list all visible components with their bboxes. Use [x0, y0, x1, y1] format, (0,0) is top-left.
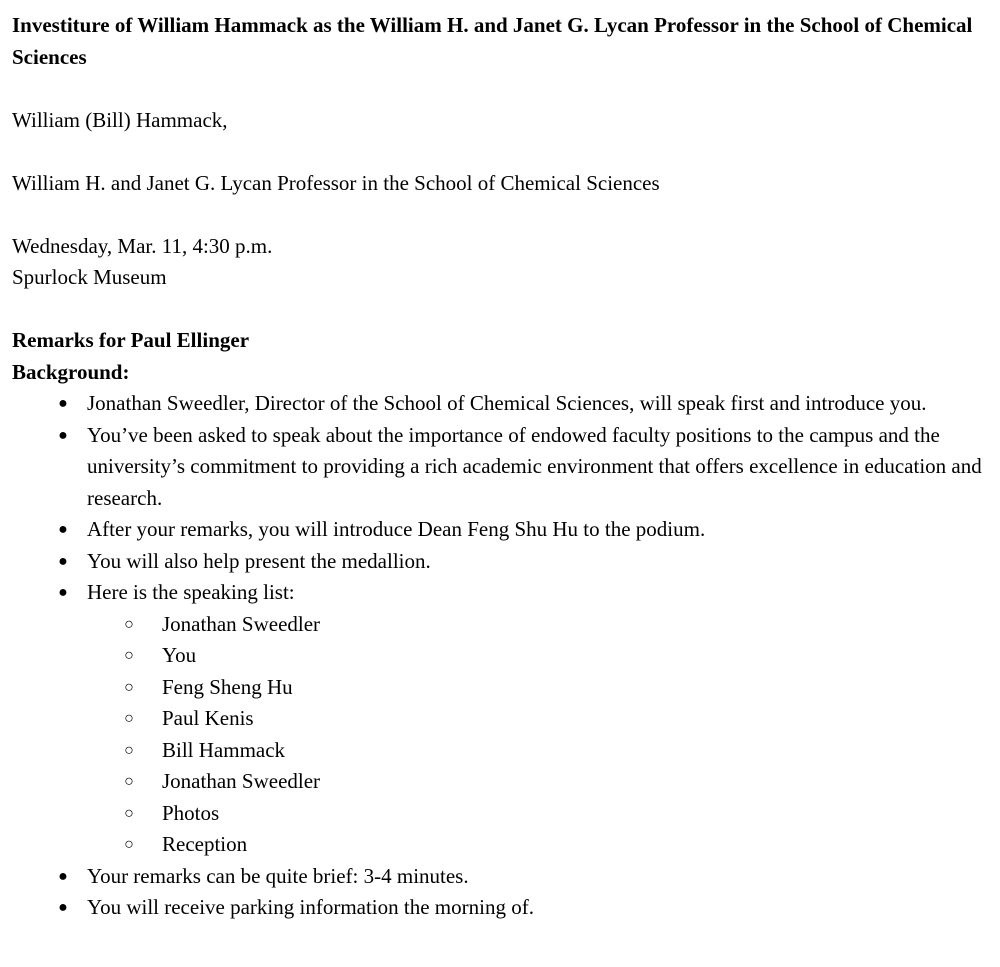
circle-bullet-icon: ○ [124, 678, 134, 696]
list-item [12, 892, 992, 924]
list-item-text: Jonathan Sweedler, Director of the School of Chemical Sciences, will speak first and introduce you. [87, 391, 927, 415]
speaker-name: Paul Kenis [162, 706, 254, 730]
speaker-name: Jonathan Sweedler [162, 611, 321, 636]
circle-bullet-icon: ○ [124, 647, 134, 664]
speaker-name: Photos [162, 800, 220, 825]
list-item-text: You will also help present the medallion. [87, 548, 431, 573]
speaking-list-item [87, 798, 992, 830]
speaking-list-item [87, 829, 992, 861]
bullet-icon: ● [58, 867, 68, 885]
list-item-text: You will receive parking information the morning of. [87, 895, 534, 919]
bullet-icon: ● [58, 552, 68, 570]
circle-bullet-icon: ○ [124, 710, 134, 727]
list-item [12, 388, 992, 420]
circle-bullet-icon: ○ [124, 741, 134, 759]
spacer [12, 136, 992, 168]
list-item-text: Your remarks can be quite brief: 3-4 minutes. [87, 863, 469, 888]
bullet-icon: ● [58, 426, 68, 444]
circle-bullet-icon: ○ [124, 836, 134, 853]
professorship-title: William H. and Janet G. Lycan Professor in the School of Chemical Sciences [12, 170, 660, 195]
list-item [12, 546, 992, 578]
background-list [12, 388, 992, 924]
event-date-time: Wednesday, Mar. 11, 4:30 p.m. [12, 233, 273, 258]
speaking-list-item [87, 672, 992, 704]
speaker-name: Jonathan Sweedler [162, 769, 321, 793]
speaker-name: Bill Hammack [162, 737, 286, 762]
honoree-name: William (Bill) Hammack, [12, 107, 228, 132]
list-item [12, 514, 992, 546]
list-item-text: You’ve been asked to speak about the importance of endowed faculty positions to the campus and the university’s commitment to providing a rich academic environment that offers excellence in education and research. [87, 422, 982, 510]
speaking-list-item [87, 766, 992, 798]
circle-bullet-icon: ○ [124, 615, 134, 633]
bullet-icon: ● [58, 584, 68, 601]
spacer [12, 199, 992, 231]
speaker-name: Feng Sheng Hu [162, 674, 293, 699]
speaking-list [87, 609, 992, 861]
spacer [12, 73, 992, 105]
list-item [12, 420, 992, 515]
document-title: Investiture of William Hammack as the William H. and Janet G. Lycan Professor in the School of Chemical Sciences [12, 13, 973, 69]
speaker-name: You [162, 643, 197, 667]
speaking-list-item [87, 703, 992, 735]
circle-bullet-icon: ○ [124, 804, 134, 822]
circle-bullet-icon: ○ [124, 773, 134, 790]
list-item [12, 861, 992, 893]
speaker-name: Reception [162, 832, 248, 856]
bullet-icon: ● [58, 521, 68, 538]
background-heading: Background: [12, 359, 130, 384]
spacer [12, 294, 992, 326]
list-item-text: Here is the speaking list: [87, 580, 295, 604]
list-item-text: After your remarks, you will introduce Dean Feng Shu Hu to the podium. [87, 517, 706, 541]
speaking-list-item [87, 735, 992, 767]
list-item [12, 577, 992, 861]
speaking-list-item [87, 640, 992, 672]
document [12, 10, 992, 924]
remarks-heading: Remarks for Paul Ellinger [12, 328, 250, 352]
event-location: Spurlock Museum [12, 265, 167, 289]
bullet-icon: ● [58, 395, 68, 412]
speaking-list-item [87, 609, 992, 641]
bullet-icon: ● [58, 899, 68, 916]
